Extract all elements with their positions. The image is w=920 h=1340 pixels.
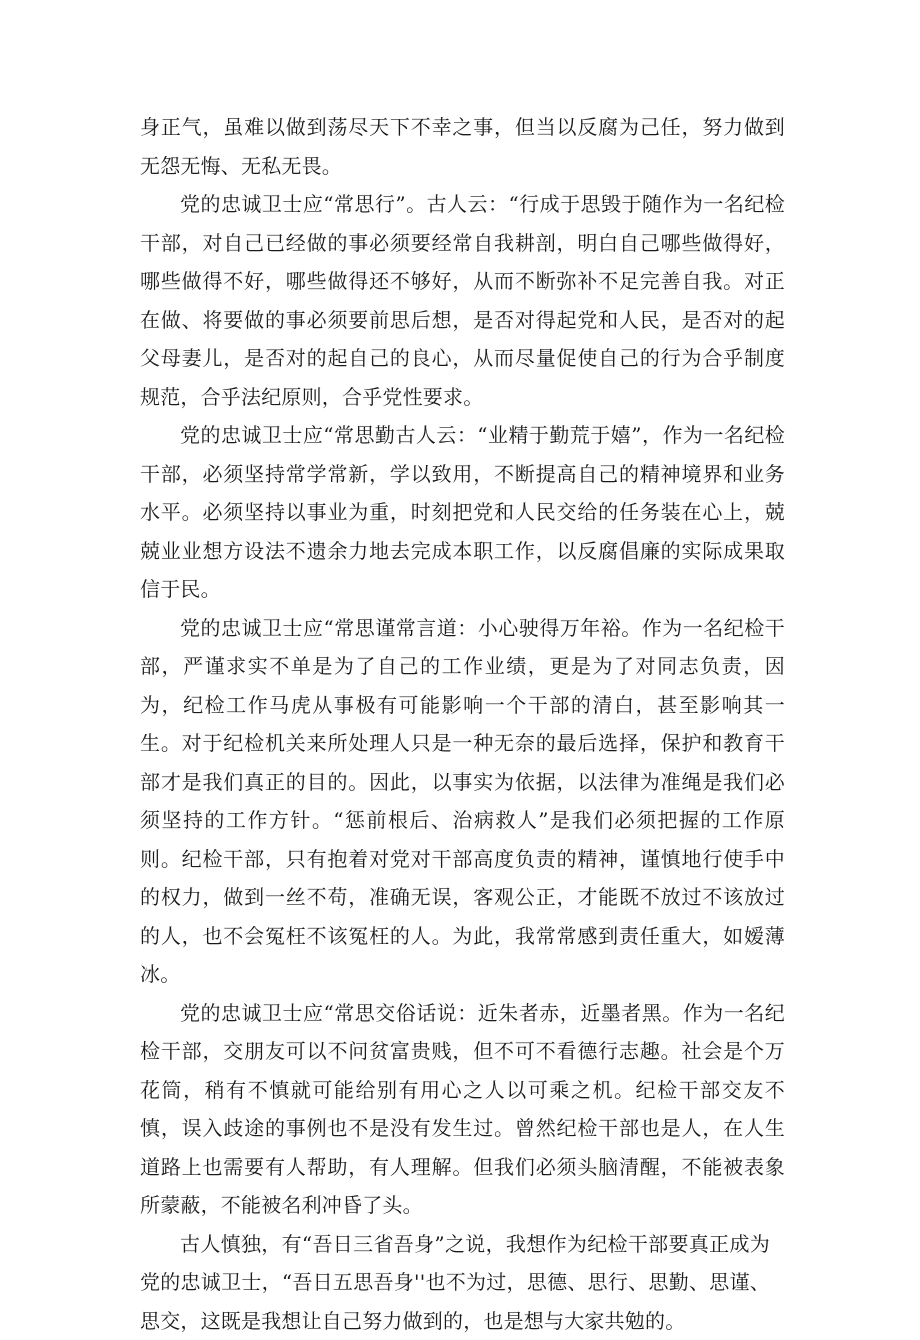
paragraph-continued-intro: 身正气，虽难以做到荡尽天下不幸之事，但当以反腐为己任，努力做到无怨无悔、无私无畏。	[140, 108, 785, 185]
paragraph-think-friendship: 党的忠诚卫士应“常思交俗话说：近朱者赤，近墨者黑。作为一名纪检干部，交朋友可以不问贫富贵贱，但不可不看德行志趣。社会是个万花筒，稍有不慎就可能给别有用心之人以可乘之机。纪检干部交友不慎，误入歧途的事例也不是没有发生过。曾然纪检干部也是人，在人生道路上也需要有人帮助，有人理解。但我们必须头脑清醒，不能被表象所蒙蔽，不能被名利冲昏了头。	[140, 994, 785, 1225]
paragraph-conclusion: 古人慎独，有“吾日三省吾身”之说，我想作为纪检干部要真正成为党的忠诚卫士，“吾日五思吾身''也不为过，思德、思行、思勤、思谨、思交，这既是我想让自己努力做到的，也是想与大家共勉的。	[140, 1225, 770, 1340]
paragraph-think-action: 党的忠诚卫士应“常思行”。古人云：“行成于思毁于随作为一名纪检干部，对自己已经做的事必须要经常自我耕剖，明白自己哪些做得好，哪些做得不好，哪些做得还不够好，从而不断弥补不足完善自我。对正在做、将要做的事必须要前思后想，是否对得起党和人民，是否对的起父母妻儿，是否对的起自己的良心，从而尽量促使自己的行为合乎制度规范，合乎法纪原则，合乎党性要求。	[140, 185, 785, 416]
paragraph-think-diligence: 党的忠诚卫士应“常思勤古人云：“业精于勤荒于嬉”，作为一名纪检干部，必须坚持常学常新，学以致用，不断提高自己的精神境界和业务水平。必须坚持以事业为重，时刻把党和人民交给的任务装在心上，兢兢业业想方设法不遗余力地去完成本职工作，以反腐倡廉的实际成果取信于民。	[140, 416, 785, 609]
paragraph-think-caution: 党的忠诚卫士应“常思谨常言道：小心驶得万年裕。作为一名纪检干部，严谨求实不单是为了自己的工作业绩，更是为了对同志负责，因为，纪检工作马虎从事极有可能影响一个干部的清白，甚至影响其一生。对于纪检机关来所处理人只是一种无奈的最后选择，保护和教育干部才是我们真正的目的。因此，以事实为依据，以法律为准绳是我们必须坚持的工作方针。“惩前根后、治病救人”是我们必须把握的工作原则。纪检干部，只有抱着对党对干部高度负责的精神，谨慎地行使手中的权力，做到一丝不苟，准确无误，客观公正，才能既不放过不该放过的人，也不会冤枉不该冤枉的人。为此，我常常感到责任重大，如嫒薄冰。	[140, 609, 785, 994]
document-page	[140, 108, 785, 1340]
